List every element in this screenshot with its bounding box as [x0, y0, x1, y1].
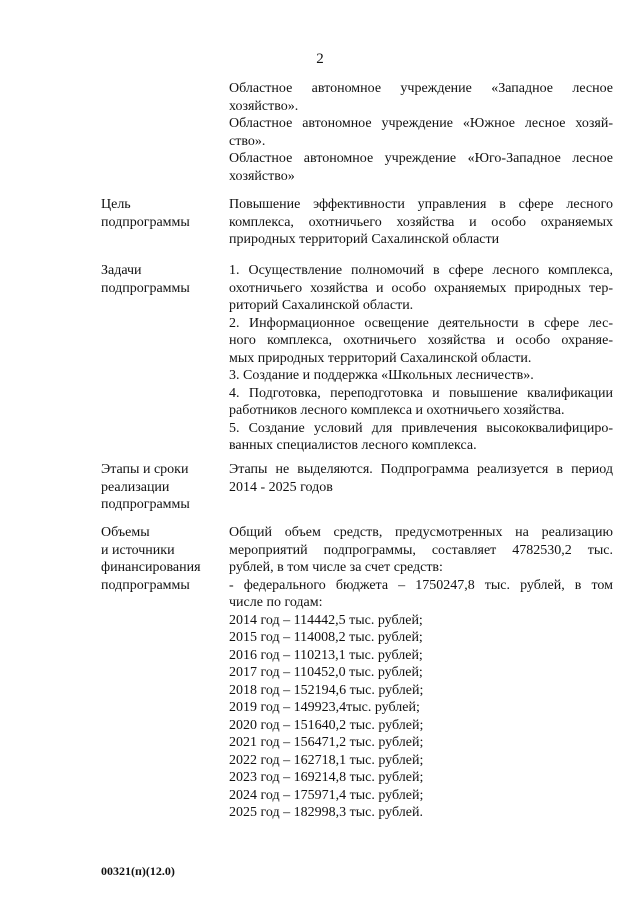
goal-label [101, 196, 226, 231]
text-line: 3. Создание и поддержка «Школьных лесничеств». [229, 368, 534, 383]
text-line: мероприятий подпрограммы, составляет 4782530,2 тыс. [229, 542, 613, 558]
label-line: подпрограммы [101, 497, 190, 512]
year-amount-line: 2017 год – 110452,0 тыс. рублей; [229, 665, 423, 680]
text-line: природных территорий Сахалинской области [229, 232, 500, 247]
label-line: Этапы и сроки [101, 462, 189, 477]
label-line: и источники [101, 542, 175, 558]
document-code: 00321(п)(12.0) [101, 864, 175, 878]
text-line: Этапы не выделяются. Подпрограмма реализуется в период [229, 462, 613, 477]
text-line: хозяйство» [229, 168, 295, 184]
text-line: Повышение эффективности управления в сфере лесного [229, 197, 613, 212]
text-line: ванных специалистов лесного комплекса. [229, 438, 477, 453]
text-line: комплекса, охотничьего хозяйства и особо охраняемых [229, 214, 613, 230]
text-line: мых природных территорий Сахалинской области. [229, 350, 532, 366]
text-line: - федерального бюджета – 1750247,8 тыс. рублей, в том [229, 577, 613, 593]
text-line: Общий объем средств, предусмотренных на реализацию [229, 525, 613, 540]
year-amount-line: 2020 год – 151640,2 тыс. рублей; [229, 717, 424, 733]
page-number: 2 [316, 51, 324, 67]
text-line: Областное автономное учреждение «Западное лесное [229, 81, 613, 96]
text-line: числе по годам: [229, 595, 323, 610]
year-amount-line: 2023 год – 169214,8 тыс. рублей; [229, 770, 424, 785]
funding-label [101, 524, 226, 594]
text-line: ство». [229, 133, 266, 149]
label-line: подпрограммы [101, 214, 190, 230]
label-line: подпрограммы [101, 577, 190, 593]
text-line: риторий Сахалинской области. [229, 298, 414, 313]
tasks-label [101, 262, 226, 297]
text-line: 4. Подготовка, переподготовка и повышение квалификации [229, 385, 613, 401]
text-line: 2. Информационное освещение деятельности в сфере лес- [229, 315, 613, 331]
text-line: рублей, в том числе за счет средств: [229, 560, 443, 575]
text-line: охотничьего хозяйства и особо охраняемых природных тер- [229, 280, 613, 296]
label-line: Цель [101, 197, 131, 212]
text-line: хозяйство». [229, 98, 299, 114]
year-amount-line: 2018 год – 152194,6 тыс. рублей; [229, 682, 424, 698]
stages-label [101, 461, 226, 514]
label-line: финансирования [101, 560, 201, 575]
funding-content [229, 524, 613, 822]
year-amount-line: 2022 год – 162718,1 тыс. рублей; [229, 752, 424, 768]
text-line: Областное автономное учреждение «Юго-Западное лесное [229, 151, 613, 166]
text-line: работников лесного комплекса и охотничьего хозяйства. [229, 403, 565, 418]
tasks-content [229, 262, 613, 455]
text-line: 1. Осуществление полномочий в сфере лесного комплекса, [229, 263, 613, 278]
year-amount-line: 2014 год – 114442,5 тыс. рублей; [229, 612, 423, 628]
year-amount-line: 2024 год – 175971,4 тыс. рублей; [229, 787, 424, 803]
executors-continued [229, 80, 613, 185]
year-amount-line: 2025 год – 182998,3 тыс. рублей. [229, 805, 423, 820]
goal-content [229, 196, 613, 249]
text-line: Областное автономное учреждение «Южное лесное хозяй- [229, 116, 613, 131]
stages-content [229, 461, 613, 496]
year-amount-line: 2021 год – 156471,2 тыс. рублей; [229, 735, 424, 750]
year-amount-line: 2016 год – 110213,1 тыс. рублей; [229, 647, 423, 663]
label-line: Задачи [101, 263, 142, 278]
year-amount-line: 2015 год – 114008,2 тыс. рублей; [229, 630, 423, 645]
text-line: 5. Создание условий для привлечения высококвалифициро- [229, 420, 613, 436]
text-line: 2014 - 2025 годов [229, 479, 333, 495]
label-line: подпрограммы [101, 280, 190, 296]
label-line: реализации [101, 479, 170, 495]
text-line: ного комплекса, охотничьего хозяйства и особо охраняе- [229, 333, 613, 348]
label-line: Объемы [101, 525, 150, 540]
year-amount-line: 2019 год – 149923,4тыс. рублей; [229, 700, 420, 715]
